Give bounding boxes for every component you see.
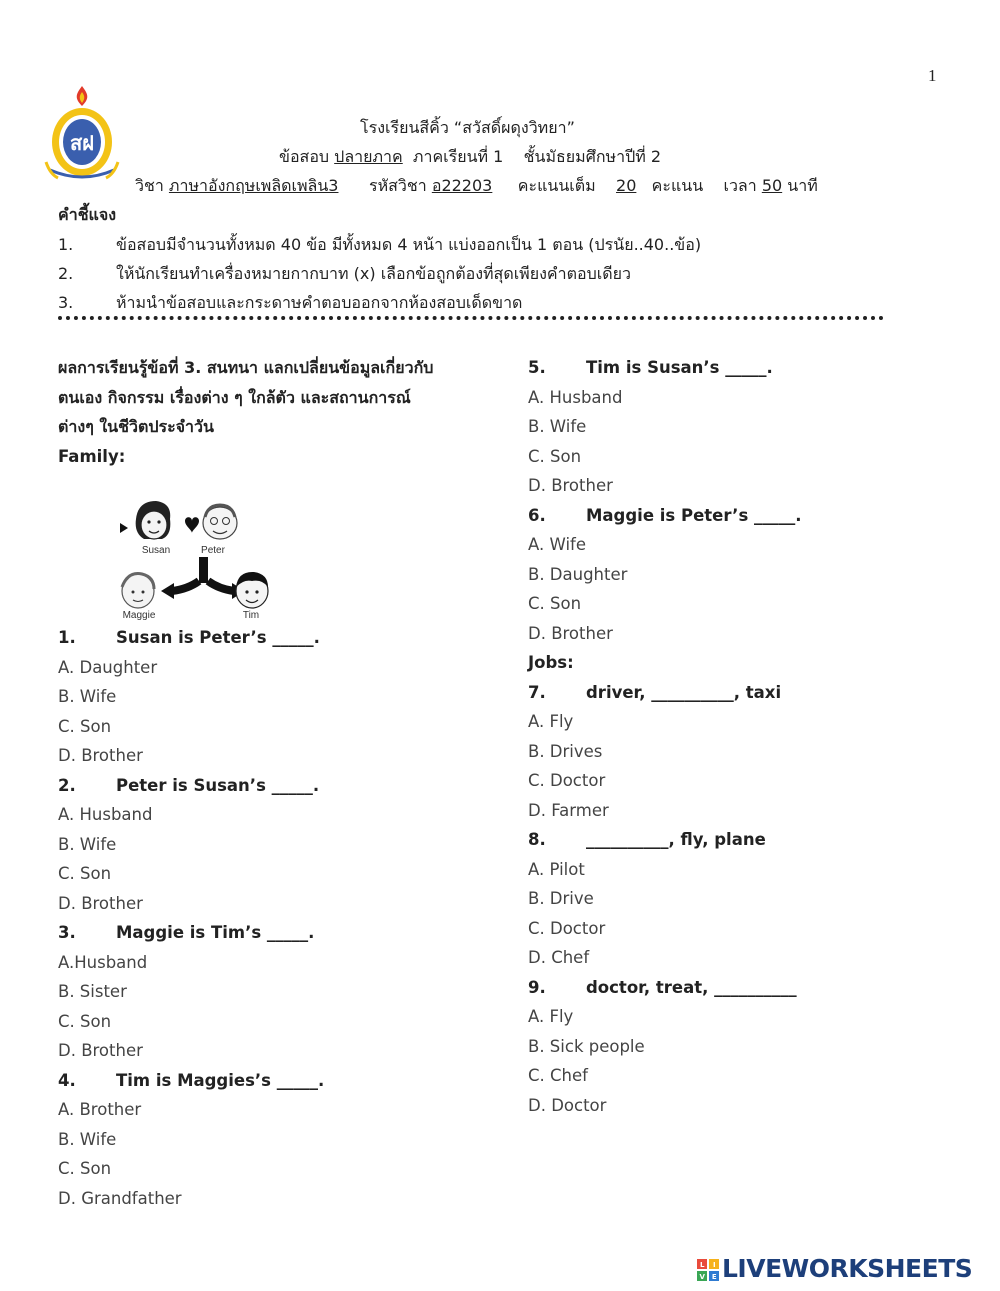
answer-option[interactable]: B. Wife bbox=[528, 417, 587, 436]
question-number: 4. bbox=[58, 1070, 76, 1090]
school-logo bbox=[44, 84, 120, 184]
question-text: Tim is Susan’s _____. bbox=[586, 358, 773, 377]
subject-code: อ22203 bbox=[431, 176, 493, 195]
answer-option[interactable]: A. Pilot bbox=[528, 859, 585, 879]
question-number: 5. bbox=[528, 358, 546, 377]
answer-option[interactable]: C. Doctor bbox=[528, 918, 606, 938]
answer-option[interactable]: B. Sister bbox=[58, 982, 127, 1001]
question-number: 6. bbox=[528, 505, 546, 525]
instruction-item bbox=[58, 233, 701, 258]
instruction-number: 3. bbox=[58, 293, 74, 312]
question-number: 9. bbox=[528, 977, 546, 997]
question-4 bbox=[58, 1066, 478, 1096]
liveworksheets-logo bbox=[697, 1254, 972, 1283]
section-divider bbox=[58, 316, 884, 320]
score-prefix: คะแนนเต็ม bbox=[517, 176, 596, 195]
learning-objective-line: ต่างๆ ในชีวิตประจำวัน bbox=[58, 417, 214, 436]
question-number: 1. bbox=[58, 628, 76, 647]
svg-text:สฝ: สฝ bbox=[70, 131, 94, 155]
subject-prefix: วิชา bbox=[135, 176, 164, 195]
answer-option[interactable]: B. Wife bbox=[58, 834, 117, 854]
question-8 bbox=[528, 825, 948, 855]
time-prefix: เวลา bbox=[723, 176, 757, 195]
svg-text:Peter: Peter bbox=[201, 545, 225, 556]
instruction-text: ให้นักเรียนทำเครื่องหมายกากบาท (x) เลือกข้อถูกต้องที่สุดเพียงคำตอบเดียว bbox=[116, 264, 631, 283]
right-column bbox=[528, 353, 948, 1120]
school-emblem-icon bbox=[44, 84, 120, 184]
grade: ชั้นมัธยมศึกษาปีที่ 2 bbox=[523, 147, 662, 166]
exam-type: ปลายภาค bbox=[334, 147, 403, 166]
svg-text:I: I bbox=[712, 1261, 716, 1269]
heart-icon bbox=[185, 517, 199, 533]
question-text: Susan is Peter’s _____. bbox=[116, 628, 320, 647]
page-number: 1 bbox=[928, 66, 937, 85]
question-9 bbox=[528, 973, 948, 1003]
instruction-number: 2. bbox=[58, 264, 74, 283]
answer-option[interactable]: D. Chef bbox=[528, 948, 590, 967]
answer-option[interactable]: B. Sick people bbox=[528, 1036, 645, 1056]
peter-face-icon bbox=[203, 505, 237, 539]
question-text: Maggie is Peter’s _____. bbox=[586, 505, 802, 525]
question-text: Peter is Susan’s _____. bbox=[116, 775, 320, 795]
question-2 bbox=[58, 771, 478, 801]
question-1 bbox=[58, 623, 478, 653]
liveworksheets-blocks-icon bbox=[697, 1259, 719, 1281]
instruction-item bbox=[58, 291, 522, 316]
answer-option[interactable]: D. Brother bbox=[528, 476, 613, 495]
answer-option[interactable]: C. Doctor bbox=[528, 771, 606, 790]
svg-text:V: V bbox=[699, 1273, 705, 1281]
answer-option[interactable]: B. Wife bbox=[58, 1129, 117, 1149]
subject-name: ภาษาอังกฤษเพลิดเพลิน3 bbox=[168, 176, 339, 195]
svg-text:E: E bbox=[711, 1273, 717, 1281]
tim-face-icon bbox=[236, 572, 268, 608]
answer-option[interactable]: D. Brother bbox=[58, 746, 143, 765]
jobs-section-label: Jobs: bbox=[528, 653, 574, 672]
answer-option[interactable]: C. Son bbox=[58, 1159, 112, 1178]
svg-text:Tim: Tim bbox=[242, 610, 260, 621]
family-connector-arrows-icon bbox=[161, 557, 245, 599]
exam-time: 50 bbox=[761, 176, 783, 195]
answer-option[interactable]: C. Son bbox=[528, 446, 582, 466]
question-3 bbox=[58, 918, 478, 948]
question-number: 7. bbox=[528, 682, 546, 702]
school-name: โรงเรียนสีคิ้ว “สวัสดิ์ผดุงวิทยา” bbox=[360, 118, 575, 137]
question-text: Maggie is Tim’s _____. bbox=[116, 923, 315, 942]
answer-option[interactable]: C. Son bbox=[58, 864, 112, 883]
question-number: 3. bbox=[58, 923, 76, 942]
family-tree-drawing bbox=[58, 475, 278, 623]
svg-text:L: L bbox=[700, 1261, 704, 1269]
instruction-item bbox=[58, 262, 631, 287]
answer-option[interactable]: D. Doctor bbox=[528, 1095, 607, 1115]
instruction-number: 1. bbox=[58, 235, 74, 254]
subject-line bbox=[135, 174, 818, 199]
answer-option[interactable]: C. Chef bbox=[528, 1066, 588, 1085]
answer-option[interactable]: D. Brother bbox=[58, 893, 143, 913]
answer-option[interactable]: C. Son bbox=[58, 716, 112, 736]
answer-option[interactable]: C. Son bbox=[58, 1011, 112, 1031]
score-unit: คะแนน bbox=[651, 176, 704, 195]
question-number: 8. bbox=[528, 830, 546, 849]
answer-option[interactable]: A. Brother bbox=[58, 1100, 142, 1119]
family-section-label: Family: bbox=[58, 446, 126, 466]
question-text: __________, fly, plane bbox=[586, 830, 766, 849]
answer-option[interactable]: D. Brother bbox=[528, 623, 613, 643]
question-number: 2. bbox=[58, 775, 76, 795]
question-text: Tim is Maggies’s _____. bbox=[116, 1070, 325, 1090]
exam-line bbox=[279, 145, 661, 170]
question-text: driver, __________, taxi bbox=[586, 682, 782, 702]
answer-option[interactable]: C. Son bbox=[528, 594, 582, 613]
liveworksheets-text: LIVEWORKSHEETS bbox=[722, 1254, 973, 1283]
code-prefix: รหัสวิชา bbox=[369, 176, 427, 195]
learning-objective-line: ผลการเรียนรู้ข้อที่ 3. สนทนา แลกเปลี่ยนข้อมูลเกี่ยวกับ bbox=[58, 358, 434, 377]
answer-option[interactable]: D. Brother bbox=[58, 1041, 143, 1060]
learning-objective-line: ตนเอง กิจกรรม เรื่องต่าง ๆ ใกล้ตัว และสถานการณ์ bbox=[58, 387, 411, 407]
susan-face-icon bbox=[136, 501, 171, 539]
answer-option[interactable]: A. Fly bbox=[528, 712, 574, 731]
svg-text:Susan: Susan bbox=[141, 545, 171, 556]
answer-option[interactable]: A. Husband bbox=[58, 805, 153, 824]
question-text: doctor, treat, __________ bbox=[586, 977, 797, 997]
answer-option[interactable]: B. Drives bbox=[528, 741, 603, 761]
answer-option[interactable]: B. Daughter bbox=[528, 564, 628, 584]
left-column bbox=[58, 353, 478, 1213]
question-6 bbox=[528, 501, 948, 531]
family-tree-illustration bbox=[58, 475, 478, 623]
answer-option[interactable]: B. Drive bbox=[528, 889, 594, 908]
answer-option[interactable]: A. Husband bbox=[528, 387, 623, 407]
time-unit: นาที bbox=[787, 176, 818, 195]
pointer-icon bbox=[120, 523, 128, 533]
svg-text:Maggie: Maggie bbox=[122, 610, 156, 621]
question-7 bbox=[528, 678, 948, 708]
answer-option[interactable]: B. Wife bbox=[58, 687, 117, 706]
answer-option[interactable]: D. Farmer bbox=[528, 800, 609, 820]
answer-option[interactable]: A. Wife bbox=[528, 535, 586, 554]
answer-option[interactable]: A. Daughter bbox=[58, 657, 158, 677]
maggie-face-icon bbox=[122, 574, 154, 608]
exam-prefix: ข้อสอบ bbox=[279, 147, 330, 166]
instruction-text: ห้ามนำข้อสอบและกระดาษคำตอบออกจากห้องสอบเด็ดขาด bbox=[116, 293, 523, 312]
semester: ภาคเรียนที่ 1 bbox=[412, 147, 504, 166]
instructions-title: คำชี้แจง bbox=[58, 205, 117, 224]
instruction-text: ข้อสอบมีจำนวนทั้งหมด 40 ข้อ มีทั้งหมด 4 หน้า แบ่งออกเป็น 1 ตอน (ปรนัย..40..ข้อ) bbox=[116, 235, 702, 254]
full-score: 20 bbox=[616, 176, 637, 195]
answer-option[interactable]: A. Fly bbox=[528, 1007, 574, 1026]
answer-option[interactable]: D. Grandfather bbox=[58, 1188, 182, 1208]
answer-option[interactable]: A.Husband bbox=[58, 952, 148, 972]
question-5 bbox=[528, 353, 948, 383]
